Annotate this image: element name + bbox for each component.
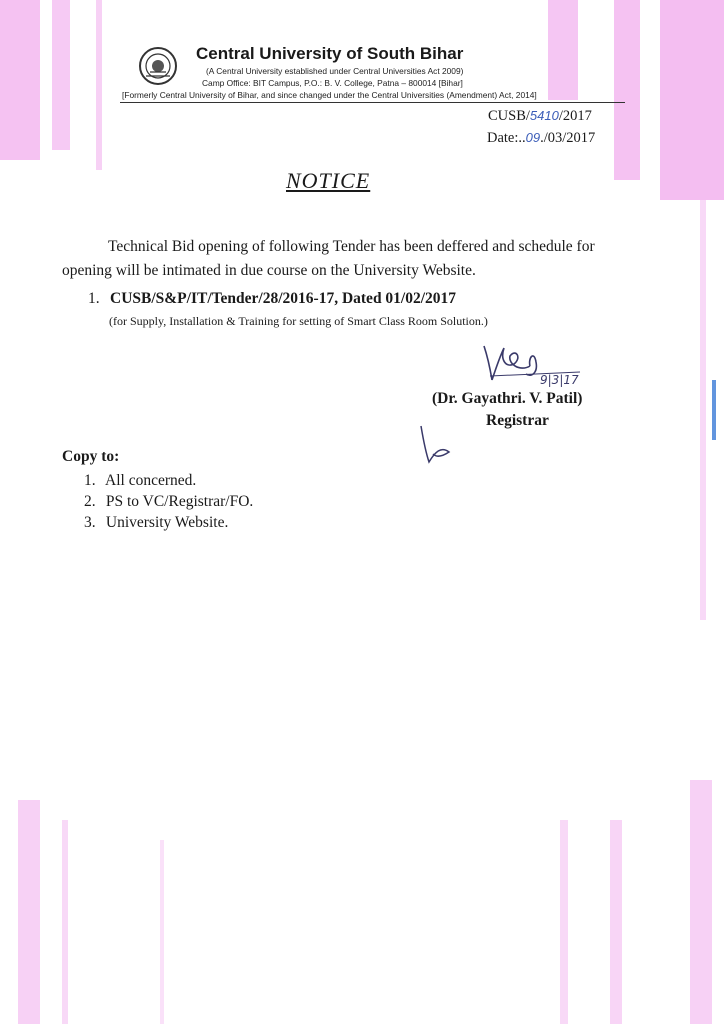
registrar-signature	[470, 338, 590, 388]
list-item: 2. PS to VC/Registrar/FO.	[84, 493, 254, 510]
list-item: 1. All concerned.	[84, 472, 197, 489]
date-prefix: Date:..	[487, 130, 526, 146]
university-emblem-icon	[138, 46, 178, 86]
notice-date	[487, 130, 624, 147]
letterhead-former-name-line: [Formerly Central University of Bihar, and since changed under the Central Universities (Amendment) Act, 2014]	[122, 90, 537, 100]
university-name: Central University of South Bihar	[196, 44, 464, 63]
letterhead-address-line: Camp Office: BIT Campus, P.O.: B. V. College, Patna – 800014 [Bihar]	[202, 78, 463, 88]
tender-reference: CUSB/S&P/IT/Tender/28/2016-17, Dated 01/02/2017	[110, 290, 457, 307]
registrar-name: (Dr. Gayathri. V. Patil)	[432, 390, 583, 407]
notice-title: NOTICE	[286, 168, 371, 193]
tender-description: (for Supply, Installation & Training for setting of Smart Class Room Solution.)	[109, 314, 488, 328]
reference-suffix: /2017	[558, 108, 592, 124]
letterhead-establishment-line: (A Central University established under Central Universities Act 2009)	[206, 66, 464, 76]
list-item: 3. University Website.	[84, 514, 229, 531]
handwritten-initial-mark	[415, 422, 455, 466]
tender-item-number: 1.	[88, 290, 100, 307]
copy-to-list	[84, 470, 253, 533]
signature-date: 9|3|17	[540, 373, 579, 387]
date-handwritten-day: 09	[525, 130, 541, 145]
date-suffix: ./03/2017	[540, 130, 596, 146]
reference-handwritten-number: 5410	[529, 108, 559, 123]
registrar-designation: Registrar	[486, 412, 549, 429]
letterhead-divider	[120, 102, 625, 103]
notice-body: Technical Bid opening of following Tender has been deffered and schedule for opening will be intimated in due course on the University Website.	[62, 238, 595, 279]
reference-number	[488, 108, 624, 125]
copy-to-label: Copy to:	[62, 448, 120, 465]
reference-prefix: CUSB/	[488, 108, 530, 124]
